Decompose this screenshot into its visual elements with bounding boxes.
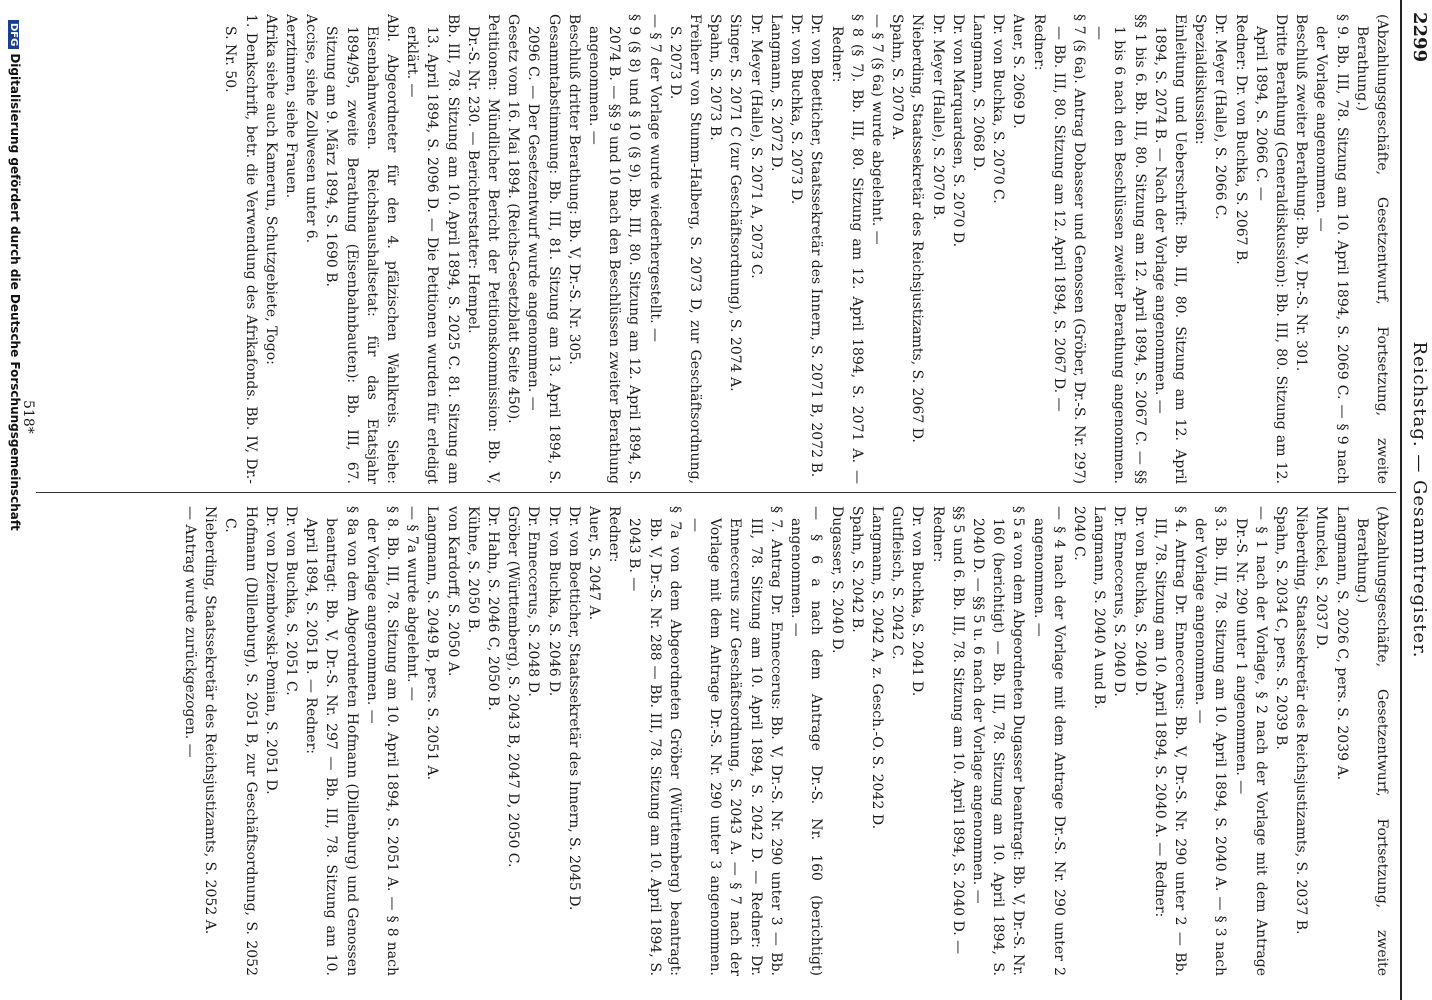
right-column-entry: Nieberding, Staatssekretär des Reichsjustizamts, S. 2052 A. xyxy=(202,506,219,935)
left-column-entry: Gesetz vom 16. Mai 1894. (Reichs-Gesetzblatt Seite 450). xyxy=(505,14,522,424)
right-column-entry: Gutfleisch, S. 2042 C. xyxy=(889,506,906,660)
right-column-entry: § 8a von dem Abgeordneten Hofmann (Dillenburg) und Genossen beantragt: Bb. V, Dr.-S. Nr. 297 — Bb. III, 78. Sitzung am 10. April 1894, S. 2051 B. — Redner: xyxy=(303,506,360,976)
stamp-text: Digitalisierung gefördert durch die Deutsche Forschungsgemeinschaft xyxy=(8,53,22,531)
left-column-entry: 1. Denkschrift, betr. die Verwendung des Afrikafonds. Bb. IV, Dr.-S. Nr. 50. xyxy=(222,14,259,484)
left-column-entry: Beschluß zweiter Berathung: Bb. V, Dr.-S. Nr. 301. xyxy=(1293,14,1310,372)
left-column-entry: Spahn, S. 2070 A. xyxy=(889,14,906,141)
left-column-entry: § 9 (§ 8) und § 10 (§ 9). Bb. III, 80. Sitzung am 12. April 1894, S. 2074 B. — §§ 9 und 10 nach den Beschlüssen zweiter Berathung angenommen. — xyxy=(586,14,643,484)
left-column-entry: Bb. III, 78. Sitzung am 10. April 1894, S. 2025 C. 81. Sitzung am 13. April 1894, S. 2096 D. — Die Petitionen wurden für erledigt erklärt. — xyxy=(404,14,461,484)
left-column-entry: Singer, S. 2071 C (zur Geschäftsordnung), S. 2074 A. xyxy=(727,14,744,392)
left-column-entry: — § 7 der Vorlage wurde wiederhergestellt. — xyxy=(646,14,663,343)
left-column-entry: Einleitung und Ueberschrift: Bb. III, 80. Sitzung am 12. April 1894, S. 2074 B. — Nach der Vorlage angenommen. — xyxy=(1151,14,1188,484)
right-column-entry: Nieberding, Staatssekretär des Reichsjustizamts, S. 2037 B. xyxy=(1293,506,1310,935)
left-column-entry: Aerztinnen, siehe Frauen. xyxy=(283,14,300,199)
right-column-entry: § 8. Bb. III, 78. Sitzung am 10. April 1894, S. 2051 A. — § 8 nach der Vorlage angenommen. — xyxy=(363,506,401,976)
left-column-entry: § 7 (§ 6a). Antrag Dobasser und Genossen (Gröber, Dr.-S. Nr. 297) — Bb. III, 80. Sitzung am 12. April 1894, S. 2067 D. — xyxy=(1050,14,1087,484)
left-column-entry: § 8 (§ 7). Bb. III, 80. Sitzung am 12. April 1894, S. 2071 A. — Redner: xyxy=(828,14,865,484)
right-column-entry: Dugasser, S. 2040 D. xyxy=(828,506,845,654)
right-column-entry: 2040 C. xyxy=(1070,506,1087,561)
right-column-entry: § 4. Antrag Dr. Enneccerus: Bb. V, Dr.-S. Nr. 290 unter 2 — Bb. III, 78. Sitzung am 10. April 1894, S. 2040 A. — Redner: xyxy=(1151,506,1188,976)
right-column-entry: Dr. Enneccerus, S. 2040 D. xyxy=(1111,506,1128,697)
left-column-entry: Langmann, S. 2068 D. xyxy=(969,14,986,172)
left-column xyxy=(40,14,1392,484)
right-column-entry: — § 4 nach der Vorlage mit dem Antrage Dr.-S. Nr. 290 unter 2 angenommen. — xyxy=(1030,506,1067,976)
left-column-entry: Nieberding, Staatssekretär des Reichsjustizamts, S. 2067 D. xyxy=(909,14,926,443)
digitization-stamp xyxy=(8,20,22,531)
page-header xyxy=(1400,0,1432,1000)
right-column-entry: Spahn, S. 2042 B. xyxy=(848,506,865,633)
left-column-entry: Redner: xyxy=(1030,14,1047,71)
left-column-entry: Redner: Dr. von Buchka, S. 2067 B. xyxy=(1232,14,1249,265)
right-column-entry: — § 1 nach der Vorlage, § 2 nach der Vorlage mit dem Antrage Dr.-S. Nr. 290 unter 1 angenommen. — xyxy=(1232,506,1269,976)
page-number: 2299 xyxy=(1409,12,1430,63)
left-column-entry: Dr. Meyer (Halle), S. 2066 C. xyxy=(1212,14,1229,220)
right-column-entry: Dr. von Buchka, S. 2040 D. xyxy=(1131,506,1148,697)
left-column-entry: Langmann, S. 2072 D. xyxy=(767,14,784,172)
right-column-entry: — Antrag wurde zurückgezogen. — xyxy=(182,506,199,758)
left-column-entry: Dr. von Buchka, S. 2073 D. xyxy=(788,14,805,205)
left-column-entry: Auer, S. 2069 D. xyxy=(1010,14,1027,129)
right-column-entry: Munckel, S. 2037 D. xyxy=(1313,506,1330,650)
right-column-entry: Langmann, S. 2040 A und B. xyxy=(1091,506,1108,709)
left-column-entry: Gesammtabstimmung: Bb. III, 81. Sitzung am 13. April 1894, S. 2096 C. — Der Gesetzentwurf wurde angenommen. — xyxy=(525,14,562,484)
running-title: Reichstag. — Gesammtregister. xyxy=(1409,341,1430,659)
right-column-entry: Langmann, S. 2042 A, z. Gesch.-O. S. 2042 D. xyxy=(868,506,885,830)
left-column-entry: Spahn, S. 2073 B. xyxy=(707,14,724,141)
signature-mark: 518* xyxy=(20,400,36,434)
right-column-entry: Kühne, S. 2050 B. xyxy=(464,506,481,634)
right-column-entry: Dr. von Boetticher, Staatssekretär des Innern, S. 2045 D. xyxy=(565,506,582,911)
left-column-entry: Petitionen: Mündlicher Bericht der Petitionskommission: Bb. V, Dr.-S. Nr. 230. — Berichterstatter: Hempel. xyxy=(464,14,502,484)
left-column-entry: Dr. von Buchka, S. 2070 C. xyxy=(990,14,1007,204)
left-column-entry: Beschluß dritter Berathung: Bb. V, Dr.-S. Nr. 305. xyxy=(565,14,582,365)
right-column-entry: von Kardorff, S. 2050 A. xyxy=(444,506,461,677)
left-column-entry: Freiherr von Stumm-Halberg, S. 2073 D, zur Geschäftsordnung, S. 2073 D. xyxy=(666,14,704,484)
right-column-entry: Dr. von Dziembowski-Pomian, S. 2051 D. xyxy=(262,506,279,795)
right-column-entry: Langmann, S. 2026 C, pers. S. 2039 A. xyxy=(1333,506,1350,781)
right-column-entry: — § 7a wurde abgelehnt. — xyxy=(404,506,421,701)
left-column-entry: Accise, siehe Zollwesen unter 6. xyxy=(303,14,320,244)
dfg-logo: DFG xyxy=(8,20,19,49)
right-column-entry: (Abzahlungsgeschäfte, Gesetzentwurf, Fortsetzung, zweite Berathung.) xyxy=(1353,506,1390,976)
left-column-entry: — § 7 (§ 6a) wurde abgelehnt. — xyxy=(868,14,885,245)
right-column-entry: § 7. Antrag Dr. Enneccerus: Bb. V, Dr.-S. Nr. 290 unter 3 — Bb. III, 78. Sitzung am 10. April 1894, S. 2042 D. — Redner: Dr. Enneccerus zur Geschäftsordnung, S. 2043 A. — § 7 nach der Vorlage mit dem Antrage Dr.-S. Nr. 290 unter 3 angenommen. — xyxy=(687,506,784,976)
left-column-entry: § 9. Bb. III, 78. Sitzung am 10. April 1894, S. 2069 C. — § 9 nach der Vorlage angenommen. — xyxy=(1313,14,1350,484)
right-column-entry: Dr. von Buchka, S. 2051 C. xyxy=(283,506,300,696)
right-column xyxy=(40,506,1392,976)
right-column-entry: Dr. von Buchka, S. 2041 D. xyxy=(909,506,926,697)
right-column-entry: §§ 5 und 6. Bb. III, 78. Sitzung am 10. April 1894, S. 2040 D. — xyxy=(949,506,966,955)
right-column-entry: Auer, S. 2047 A. xyxy=(586,506,603,621)
left-column-entry: Afrika siehe auch Kamerun, Schutzgebiete, Togo: xyxy=(262,14,279,365)
right-column-entry: — § 6 a nach dem Antrage Dr.-S. Nr. 160 (berichtigt) angenommen. — xyxy=(788,506,825,976)
left-column-entry: Spezialdiskussion: xyxy=(1192,14,1209,145)
right-column-entry: § 7a von dem Abgeordneten Gröber (Württemberg) beantragt: Bb. V, Dr.-S. Nr. 288 — Bb. III, 78. Sitzung am 10. April 1894, S. 2043 B. — xyxy=(626,506,683,976)
right-column-entry: Gröber (Württemberg), S. 2043 B, 2047 D, 2050 C. xyxy=(505,506,522,868)
left-column-entry: Abl. Abgeordneter für den 4. pfälzischen Wahlkreis. Siehe: Eisenbahnwesen. Reichshaushaltsetat: für das Etatsjahr 1894/95, zweite Berathung (Eisenbahnbauten): Bb. III, 67. Sitzung am 9. März 1894, S. 1690 B. xyxy=(323,14,401,484)
left-column-entry: (Abzahlungsgeschäfte, Gesetzentwurf, Fortsetzung, zweite Berathung.) xyxy=(1353,14,1390,484)
left-column-entry: Dr. Meyer (Halle), S. 2070 B. xyxy=(929,14,946,220)
right-column-entry: § 5 a von dem Abgeordneten Dugasser beantragt: Bb. V, Dr.-S. Nr. 160 (berichtigt) — Bb. III, 78. Sitzung am 10. April 1894, S. 2040 D. — §§ 5 u. 6 nach der Vorlage angenommen. — xyxy=(969,506,1027,976)
left-column-entry: Dr. von Marquardsen, S. 2070 D. xyxy=(949,14,966,248)
right-column-entry: Redner: xyxy=(606,506,623,563)
right-column-entry: Dr. Enneccerus, S. 2048 D. xyxy=(525,506,542,697)
right-column-entry: § 3. Bb. III, 78. Sitzung am 10. April 1894, S. 2040 A. — § 3 nach der Vorlage angenommen. — xyxy=(1192,506,1229,976)
right-column-entry: Spahn, S. 2034 C, pers. S. 2039 B. xyxy=(1272,506,1289,750)
left-column-entry: Dr. Meyer (Halle), S. 2071 A, 2073 C. xyxy=(747,14,764,279)
left-column-entry: §§ 1 bis 6. Bb. III, 80. Sitzung am 12. April 1894, S. 2067 C. — §§ 1 bis 6 nach den Beschlüssen zweiter Berathung angenommen. — xyxy=(1091,14,1148,484)
right-column-entry: Hofmann (Dillenburg), S. 2051 B, zur Geschäftsordnung, S. 2052 C. xyxy=(222,506,259,976)
left-column-entry: Dr. von Boetticher, Staatssekretär des Innern, S. 2071 B, 2072 B. xyxy=(808,14,825,478)
left-column-entry: Dritte Berathung (Generaldiskussion): Bb. III, 80. Sitzung am 12. April 1894, S. 2066 C. — xyxy=(1252,14,1289,484)
right-column-entry: Dr. von Buchka, S. 2046 D. xyxy=(545,506,562,697)
column-divider xyxy=(36,492,1396,493)
right-column-entry: Dr. Hahn, S. 2046 C, 2050 B. xyxy=(485,506,502,711)
right-column-entry: Langmann, S. 2049 B, pers. S. 2051 A. xyxy=(424,506,441,781)
right-column-entry: Redner: xyxy=(929,506,946,563)
